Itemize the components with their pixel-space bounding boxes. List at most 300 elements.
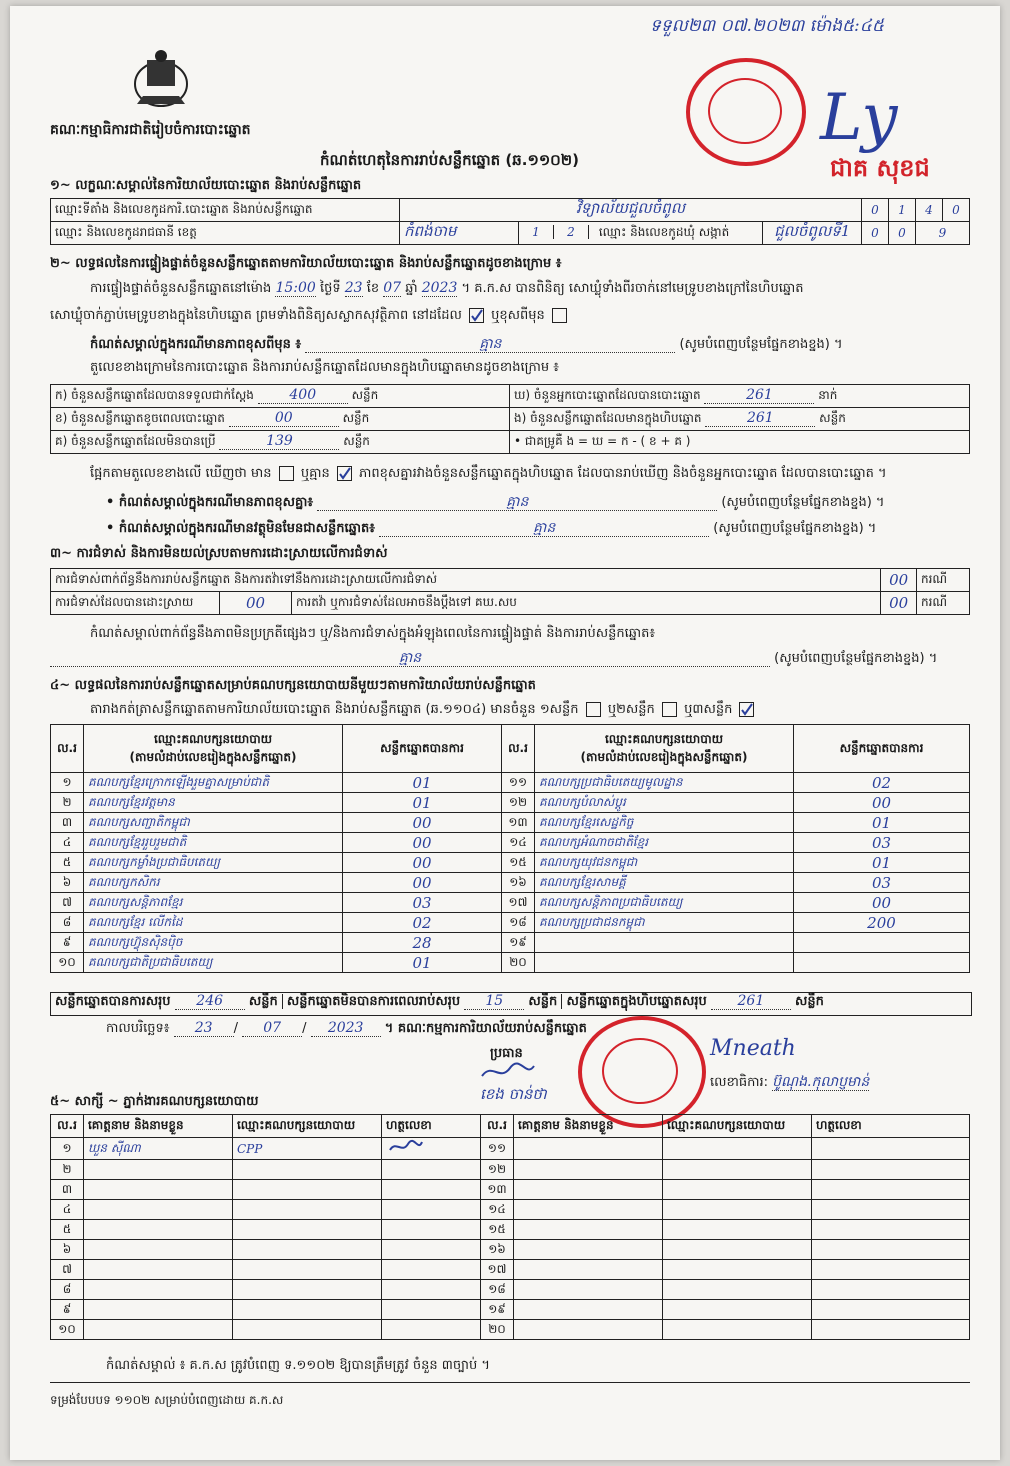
col-party-sub: (តាមលំដាប់លេខរៀងក្នុងសន្លឹកឆ្នោត)	[580, 749, 748, 764]
commune-label: ឈ្មោះ និងលេខកូដឃុំ សង្កាត់	[598, 225, 730, 239]
note1	[90, 336, 843, 353]
figure-unit: សន្លឹក	[342, 411, 370, 425]
col-party-sub: (តាមលំដាប់លេខរៀងក្នុងសន្លឹកឆ្នោត)	[129, 749, 297, 764]
month-label: ខែ	[366, 281, 380, 296]
witness-name	[84, 1240, 233, 1260]
party-no: ១១	[502, 773, 535, 793]
party-votes: 03	[794, 873, 970, 893]
date-month: 07	[242, 1020, 302, 1037]
unchanged-checkbox[interactable]	[469, 308, 484, 323]
section2-heading: ២~ លទ្ធផលនៃការផ្ទៀងផ្ទាត់ចំនួនសន្លឹកឆ្នោតតាមការិយាល័យបោះឆ្នោត និងរាប់សន្លឹកឆ្នោតដូចខាងក្រោម ៖	[50, 256, 562, 271]
party-votes: 02	[794, 773, 970, 793]
table-row	[51, 853, 970, 873]
location-code-digit: 4	[916, 199, 943, 222]
party-votes: 01	[794, 813, 970, 833]
party-votes	[794, 933, 970, 953]
witness-no: ១០	[51, 1320, 84, 1340]
president-signature	[478, 1060, 538, 1084]
note3-value: គ្មាន	[379, 520, 709, 537]
difference-line	[90, 466, 887, 482]
complaint-value: 00	[881, 569, 917, 592]
figure-value: 261	[705, 410, 815, 427]
witness-no: ៨	[51, 1280, 84, 1300]
commune-code-digit: 0	[862, 222, 889, 245]
w-col-name: គោត្តនាម និងនាមខ្លួន	[84, 1115, 233, 1138]
table-row	[51, 893, 970, 913]
witness-party	[233, 1280, 382, 1300]
witness-signature	[382, 1300, 481, 1320]
verify-day: 23	[344, 280, 363, 296]
section3-note-value: គ្មាន	[50, 650, 770, 667]
location-code-digit: 0	[943, 199, 970, 222]
witness-party	[233, 1180, 382, 1200]
party-votes: 02	[343, 913, 502, 933]
witness-name	[84, 1180, 233, 1200]
changed-label: ឬខុសពីមុន	[491, 308, 545, 323]
figure-value: 261	[704, 387, 814, 404]
witness-no: ២០	[481, 1320, 514, 1340]
party-votes: 01	[794, 853, 970, 873]
figure-label: ឃ) ចំនួនអ្នកបោះឆ្នោតដែលបានបោះឆ្នោត	[514, 388, 701, 402]
resolved-value: 00	[220, 592, 292, 615]
witness-no: ៥	[51, 1220, 84, 1240]
location-value: វិទ្យាល័យជួលចំពូល	[400, 199, 862, 222]
party-no: ៤	[51, 833, 84, 853]
year-label: ឆ្នាំ	[405, 281, 418, 296]
official-seal-top	[686, 58, 806, 166]
party-votes: 28	[343, 933, 502, 953]
province-code-digit: 2	[554, 225, 589, 239]
stamp-note: ជាគ សុខជ	[830, 154, 930, 182]
table-row	[51, 1320, 970, 1340]
party-name: គណបក្សសន្តិភាពប្រជាធិបតេយ្យ	[535, 893, 794, 913]
witness-name	[514, 1240, 663, 1260]
no-difference-label: ឬគ្មាន	[300, 466, 330, 481]
total-invalid: 15	[464, 993, 524, 1010]
has-difference-checkbox[interactable]	[279, 466, 294, 481]
province-value: កំពង់ចាម	[400, 222, 519, 245]
form-title: កំណត់ហេតុនៃការរាប់សន្លឹកឆ្នោត (ឆ.១១០២)	[320, 151, 580, 169]
witness-signature	[812, 1220, 970, 1240]
commune-code-digit: 0	[889, 222, 916, 245]
table-row	[51, 773, 970, 793]
witness-signature	[382, 1200, 481, 1220]
party-no: ៨	[51, 913, 84, 933]
witness-name	[514, 1220, 663, 1240]
witness-signature	[812, 1240, 970, 1260]
witness-party	[233, 1240, 382, 1260]
three-sheets-label: ឬ៣សន្លឹក	[684, 702, 733, 717]
witness-signature	[812, 1320, 970, 1340]
party-name: គណបក្សហ៊្វុនស៊ិនប៉ិច	[84, 933, 343, 953]
witness-name	[84, 1160, 233, 1180]
table-row	[51, 953, 970, 973]
witness-no: ៩	[51, 1300, 84, 1320]
total-invalid-label: សន្លឹកឆ្នោតមិនបានការពេលរាប់សរុប	[282, 994, 460, 1009]
verify-year: 2023	[421, 280, 458, 296]
witness-no: ៤	[51, 1200, 84, 1220]
date-year: 2023	[311, 1020, 381, 1037]
footer-divider	[50, 1382, 970, 1383]
party-votes: 01	[343, 953, 502, 973]
witness-party	[663, 1320, 812, 1340]
col-party: ឈ្មោះគណបក្សនយោបាយ	[604, 731, 724, 746]
party-name: គណបក្សយុវជនកម្ពុជា	[535, 853, 794, 873]
resolved-label: ការជំទាស់ដែលបានដោះស្រាយ	[51, 592, 220, 615]
party-votes: 00	[794, 893, 970, 913]
note1-fill: (សូមបំពេញបន្ថែមផ្នែកខាងខ្នង) ។	[679, 337, 843, 352]
figure-value: 139	[219, 433, 339, 450]
date-line: កាលបរិច្ឆេទ៖ 23 / 07 / 2023 ។ គណៈកម្មការការិយាល័យរាប់សន្លឹកឆ្នោត	[106, 1020, 587, 1036]
seal-line	[50, 308, 570, 324]
province-label: ឈ្មោះ និងលេខកូដរាជធានី ខេត្ត	[51, 222, 400, 245]
section3-heading: ៣~ ការជំទាស់ និងការមិនយល់ស្របតាមការដោះស្រាយលើការជំទាស់	[50, 546, 388, 561]
sheet-label: សន្លឹក	[528, 994, 558, 1009]
witness-signature	[812, 1300, 970, 1320]
witness-name	[84, 1260, 233, 1280]
party-votes: 00	[343, 813, 502, 833]
witness-name: ឃួន ស៊ីណា	[84, 1138, 233, 1160]
verify-text-b: ។ គ.ក.ស បានពិនិត្យ សោឃ្លុំទាំងពីរចាក់នៅមេទ្រូបខាងក្រៅនៃហិបឆ្នោត	[461, 281, 804, 296]
party-no: ៣	[51, 813, 84, 833]
witness-party	[233, 1260, 382, 1280]
witness-party	[233, 1320, 382, 1340]
party-name: គណបក្សខ្មែរសេដ្ឋកិច្ច	[535, 813, 794, 833]
seal-text: សោឃ្លុំចាក់ភ្ជាប់មេទ្រូបខាងក្នុងនៃហិបឆ្នោត ព្រមទាំងពិនិត្យសស្លាកសុវត្ថិភាព នៅដដែល	[50, 308, 462, 323]
figure-label: គ) ចំនួនសន្លឹកឆ្នោតដែលមិនបានប្រើ	[55, 434, 216, 448]
location-code-digit: 1	[889, 199, 916, 222]
secretary-line	[710, 1074, 869, 1091]
party-name: គណបក្សកសិករ	[84, 873, 343, 893]
province-code-digit: 1	[519, 225, 554, 239]
party-votes: 00	[794, 793, 970, 813]
no-difference-checkbox[interactable]	[337, 466, 352, 481]
party-name: គណបក្សសន្តិភាពខ្មែរ	[84, 893, 343, 913]
witness-name	[514, 1260, 663, 1280]
difference-text: ផ្អែកតាមតួលេខខាងលើ ឃើញថា មាន	[90, 466, 272, 481]
secretary-name: ប៊ូណុង.កុលាប្ញមាន់	[772, 1074, 870, 1090]
totals-row	[50, 992, 972, 1016]
witness-party	[663, 1300, 812, 1320]
difference-text-b: ភាពខុសគ្នារវាងចំនួនសន្លឹកឆ្នោតក្នុងហិបឆ្នោត ដែលបានរាប់ឃើញ និងចំនួនអ្នកបោះឆ្នោត ដែលបានបោះឆ្នោត ។	[359, 466, 887, 481]
party-no: ១៨	[502, 913, 535, 933]
party-no: ១៦	[502, 873, 535, 893]
witness-no: ១៥	[481, 1220, 514, 1240]
witness-no: ៣	[51, 1180, 84, 1200]
w-col-party: ឈ្មោះគណបក្សនយោបាយ	[663, 1115, 812, 1138]
witness-party	[663, 1280, 812, 1300]
witness-signature	[812, 1260, 970, 1280]
table-row	[51, 933, 970, 953]
party-no: ៥	[51, 853, 84, 873]
table-row	[51, 1280, 970, 1300]
party-name: គណបក្សប្រជាធិបតេយ្យមូលដ្ឋាន	[535, 773, 794, 793]
party-votes: 03	[343, 893, 502, 913]
witness-signature	[812, 1138, 970, 1160]
witness-no: ១២	[481, 1160, 514, 1180]
note2	[106, 494, 885, 511]
witness-party	[663, 1240, 812, 1260]
three-sheets-checkbox[interactable]	[739, 702, 754, 717]
party-name: គណបក្សបំលាស់ប្តូរ	[535, 793, 794, 813]
verify-time: 15:00	[275, 280, 316, 296]
section1-heading: ១~ លក្ខណៈសម្គាល់នៃការិយាល័យបោះឆ្នោត និងរាប់សន្លឹកឆ្នោត	[50, 178, 362, 193]
witness-party: CPP	[233, 1138, 382, 1160]
party-name	[535, 953, 794, 973]
party-votes: 200	[794, 913, 970, 933]
witness-name	[84, 1200, 233, 1220]
commune-code-digit: 9	[916, 222, 970, 245]
note2-fill: (សូមបំពេញបន្ថែមផ្នែកខាងខ្នង) ។	[721, 495, 885, 510]
witness-party	[233, 1220, 382, 1240]
changed-checkbox[interactable]	[552, 308, 567, 323]
witness-signature	[812, 1180, 970, 1200]
president-name: ខេង ចាន់ថា	[480, 1085, 547, 1103]
figure-unit: សន្លឹក	[351, 388, 379, 402]
figures-intro: តួលេខខាងក្រោមនៃការបោះឆ្នោត និងការរាប់សន្លឹកឆ្នោតដែលមានក្នុងហិបឆ្នោតមានដូចខាងក្រោម ៖	[90, 360, 559, 375]
section3-note-fill: (សូមបំពេញបន្ថែមផ្នែកខាងខ្នង) ។	[774, 651, 938, 666]
party-no: ៧	[51, 893, 84, 913]
sheet-label: សន្លឹក	[248, 994, 278, 1009]
party-name	[535, 933, 794, 953]
witness-signature	[812, 1200, 970, 1220]
witness-party	[663, 1160, 812, 1180]
witness-party	[663, 1260, 812, 1280]
commune-value: ជួលចំពូលទី1	[763, 222, 862, 245]
party-votes: 01	[343, 793, 502, 813]
party-no: ១៧	[502, 893, 535, 913]
sheets-text: តារាងកត់ត្រាសន្លឹកឆ្នោតតាមការិយាល័យបោះឆ្នោត និងរាប់សន្លឹកឆ្នោត (ឆ.១១០៤) មានចំនួន ១សន្លឹក	[90, 702, 579, 717]
witness-signature	[382, 1180, 481, 1200]
witness-name	[514, 1280, 663, 1300]
witness-no: ១១	[481, 1138, 514, 1160]
party-name: គណបក្សសញ្ជាតិកម្ពុជា	[84, 813, 343, 833]
witness-no: ១៨	[481, 1280, 514, 1300]
table-row	[51, 1138, 970, 1160]
witness-signature	[382, 1160, 481, 1180]
appeal-label: ការតវ៉ា ឬការជំទាស់ដែលអាចនឹងប្តឹងទៅ គឃ.សប	[291, 592, 880, 615]
president-label: ប្រធាន	[490, 1046, 523, 1061]
party-no: ១២	[502, 793, 535, 813]
document-page	[10, 6, 1000, 1460]
day-label: ថ្ងៃទី	[319, 281, 341, 296]
table-row	[51, 873, 970, 893]
col-party: ឈ្មោះគណបក្សនយោបាយ	[153, 731, 273, 746]
formula: • ជាគម្រូគឺ ង = ឃ = ក - ( ខ + គ )	[514, 434, 691, 448]
note1-value: គ្មាន	[305, 336, 675, 353]
party-votes: 00	[343, 853, 502, 873]
note2-label: • កំណត់សម្គាល់ក្នុងករណីមានភាពខុសគ្នា៖	[106, 495, 314, 510]
witness-name	[84, 1300, 233, 1320]
witness-name	[514, 1200, 663, 1220]
witness-name	[514, 1300, 663, 1320]
figure-label: ង) ចំនួនសន្លឹកឆ្នោតដែលមានក្នុងហិបឆ្នោត	[514, 411, 702, 425]
witness-name	[514, 1138, 663, 1160]
party-name: គណបក្សខ្មែរសាមគ្គី	[535, 873, 794, 893]
witness-signature	[382, 1280, 481, 1300]
nec-emblem-icon	[125, 46, 197, 114]
figure-unit: នាក់	[818, 388, 838, 402]
verify-text: ការផ្ទៀងផ្ទាត់ចំនួនសន្លឹកឆ្នោតនៅម៉ោង	[90, 281, 272, 296]
org-name: គណៈកម្មាធិការជាតិរៀបចំការបោះឆ្នោត	[50, 122, 251, 138]
date-day: 23	[174, 1020, 234, 1037]
witness-no: ២	[51, 1160, 84, 1180]
col-no: ល.រ	[502, 725, 535, 773]
date-label: កាលបរិច្ឆេទ៖	[106, 1021, 170, 1036]
witness-no: ១៤	[481, 1200, 514, 1220]
location-code-digit: 0	[862, 199, 889, 222]
witness-signature	[382, 1220, 481, 1240]
figure-label: ខ) ចំនួនសន្លឹកឆ្នោតខូចពេលបោះឆ្នោត	[55, 411, 225, 425]
figure-label: ក) ចំនួនសន្លឹកឆ្នោតដែលបានទទួលជាក់ស្តែង	[55, 388, 254, 402]
note3-label: • កំណត់សម្គាល់ក្នុងករណីមានវត្ថុមិនមែនជាសន្លឹកឆ្នោត៖	[106, 521, 375, 536]
party-votes: 03	[794, 833, 970, 853]
table-row	[51, 793, 970, 813]
party-name: គណបក្សខ្មែរវត្តមាន	[84, 793, 343, 813]
witness-name	[84, 1220, 233, 1240]
party-name: គណបក្សកម្លាំងប្រជាធិបតេយ្យ	[84, 853, 343, 873]
one-sheet-checkbox[interactable]	[586, 702, 601, 717]
note2-value: គ្មាន	[317, 494, 717, 511]
w-col-no: ល.រ	[51, 1115, 84, 1138]
witness-no: ១៩	[481, 1300, 514, 1320]
section3-note	[50, 650, 937, 667]
verify-line	[90, 280, 804, 297]
witness-signature	[812, 1160, 970, 1180]
table-row	[51, 913, 970, 933]
party-no: ២០	[502, 953, 535, 973]
party-votes: 01	[343, 773, 502, 793]
w-col-sign: ហត្ថលេខា	[382, 1115, 481, 1138]
party-name: គណបក្សខ្មែរ លើកដៃ	[84, 913, 343, 933]
total-box-label: សន្លឹកឆ្នោតក្នុងហិបឆ្នោតសរុប	[561, 994, 706, 1009]
party-name: គណបក្សខ្មែររួបរួមជាតិ	[84, 833, 343, 853]
party-votes: 00	[343, 833, 502, 853]
witness-party	[663, 1138, 812, 1160]
two-sheets-label: ឬ២សន្លឹក	[607, 702, 655, 717]
witness-signature	[382, 1240, 481, 1260]
section4-heading: ៤~ លទ្ធផលនៃការរាប់សន្លឹកឆ្នោតសម្រាប់គណបក្សនយោបាយនីមួយៗតាមការិយាល័យរាប់សន្លឹកឆ្នោត	[50, 678, 536, 693]
secretary-signature: Mneath	[710, 1036, 796, 1061]
party-no: ៦	[51, 873, 84, 893]
location-table	[50, 198, 970, 245]
witness-party	[663, 1220, 812, 1240]
party-no: ១៤	[502, 833, 535, 853]
section5-heading: ៥~ សាក្សី ~ ភ្នាក់ងារគណបក្សនយោបាយ	[50, 1094, 259, 1109]
case-label: ករណី	[917, 569, 970, 592]
footnote: កំណត់សម្គាល់ ៖ គ.ក.ស ត្រូវបំពេញ ទ.១១០២ ឱ្យបានត្រឹមត្រូវ ចំនួន ៣ច្បាប់ ។	[106, 1358, 490, 1373]
witness-no: ១៦	[481, 1240, 514, 1260]
witness-no: ៧	[51, 1260, 84, 1280]
appeal-value: 00	[881, 592, 917, 615]
witness-name	[514, 1320, 663, 1340]
table-row	[51, 1260, 970, 1280]
case-label: ករណី	[917, 592, 970, 615]
verify-month: 07	[383, 280, 402, 296]
figures-table	[50, 384, 970, 454]
party-votes: 00	[343, 873, 502, 893]
results-table	[50, 724, 970, 973]
figure-unit: សន្លឹក	[819, 411, 846, 425]
witness-signature-mark	[386, 1138, 426, 1156]
figure-value: 00	[229, 410, 339, 427]
party-name: គណបក្សជាតិប្រជាធិបតេយ្យ	[84, 953, 343, 973]
witness-party	[663, 1180, 812, 1200]
party-no: ១	[51, 773, 84, 793]
witness-name	[84, 1280, 233, 1300]
witness-name	[514, 1180, 663, 1200]
top-signature: Ly	[820, 81, 898, 155]
figure-value: 400	[258, 387, 348, 404]
w-col-no: ល.រ	[481, 1115, 514, 1138]
w-col-name: គោត្តនាម និងនាមខ្លួន	[514, 1115, 663, 1138]
official-seal-bottom	[578, 1016, 706, 1128]
witness-signature	[382, 1260, 481, 1280]
table-row	[51, 1220, 970, 1240]
figure-unit: សន្លឹក	[343, 434, 370, 448]
party-name: គណបក្សខ្មែរក្រោកឡើងរួមគ្នាសម្រាប់ជាតិ	[84, 773, 343, 793]
w-col-party: ឈ្មោះគណបក្សនយោបាយ	[233, 1115, 382, 1138]
witness-party	[233, 1200, 382, 1220]
witness-signature	[382, 1320, 481, 1340]
note3	[106, 520, 876, 537]
note3-fill: (សូមបំពេញបន្ថែមផ្នែកខាងខ្នង) ។	[713, 521, 877, 536]
party-no: ១០	[51, 953, 84, 973]
party-no: ១៩	[502, 933, 535, 953]
witness-no: ១៣	[481, 1180, 514, 1200]
witness-party	[233, 1160, 382, 1180]
party-name: គណបក្សអំណាចជាតិខ្មែរ	[535, 833, 794, 853]
w-col-sign: ហត្ថលេខា	[812, 1115, 970, 1138]
section3-note-label: កំណត់សម្គាល់ពាក់ព័ន្ធនឹងភាពមិនប្រក្រតីផ្សេងៗ ឬ/និងការជំទាស់ក្នុងអំឡុងពេលនៃការផ្ទៀងផ្ទាត់ និងការរាប់សន្លឹកឆ្នោត៖	[90, 626, 656, 641]
col-votes: សន្លឹកឆ្នោតបានការ	[794, 725, 970, 773]
witness-name	[84, 1320, 233, 1340]
top-handwriting: ទទួល២៣ ០៧.២០២៣ ម៉ោង៥:៤៥	[650, 16, 884, 36]
table-row	[51, 813, 970, 833]
witness-signature	[382, 1138, 481, 1160]
party-no: ៩	[51, 933, 84, 953]
col-votes: សន្លឹកឆ្នោតបានការ	[343, 725, 502, 773]
witness-signature	[812, 1280, 970, 1300]
witness-no: ១៧	[481, 1260, 514, 1280]
sheets-line	[90, 702, 757, 718]
witness-name	[514, 1160, 663, 1180]
form-footer: ទម្រង់បែបបទ ១១០២ សម្រាប់បំពេញដោយ គ.ក.ស	[50, 1393, 284, 1407]
col-no: ល.រ	[51, 725, 84, 773]
sheet-label: សន្លឹក	[795, 994, 824, 1009]
table-row	[51, 833, 970, 853]
party-no: ២	[51, 793, 84, 813]
witness-party	[663, 1200, 812, 1220]
table-row	[51, 1180, 970, 1200]
total-valid-label: សន្លឹកឆ្នោតបានការសរុប	[55, 994, 171, 1009]
secretary-label: លេខាធិការ:	[710, 1075, 769, 1090]
total-box: 261	[711, 993, 791, 1010]
complaint-label: ការជំទាស់ពាក់ព័ន្ធនឹងការរាប់សន្លឹកឆ្នោត និងការតវ៉ាទៅនឹងការដោះស្រាយលើការជំទាស់	[51, 569, 881, 592]
witness-no: ៦	[51, 1240, 84, 1260]
party-no: ១៥	[502, 853, 535, 873]
table-row	[51, 1240, 970, 1260]
witness-table	[50, 1114, 970, 1340]
party-votes	[794, 953, 970, 973]
note1-label: កំណត់សម្គាល់ក្នុងករណីមានភាពខុសពីមុន ៖	[90, 337, 302, 352]
table-row	[51, 1200, 970, 1220]
total-valid: 246	[175, 993, 245, 1010]
two-sheets-checkbox[interactable]	[662, 702, 677, 717]
complaints-table	[50, 568, 970, 615]
party-no: ១៣	[502, 813, 535, 833]
location-label: ឈ្មោះទីតាំង និងលេខកូដការិ.បោះឆ្នោត និងរាប់សន្លឹកឆ្នោត	[51, 199, 400, 222]
